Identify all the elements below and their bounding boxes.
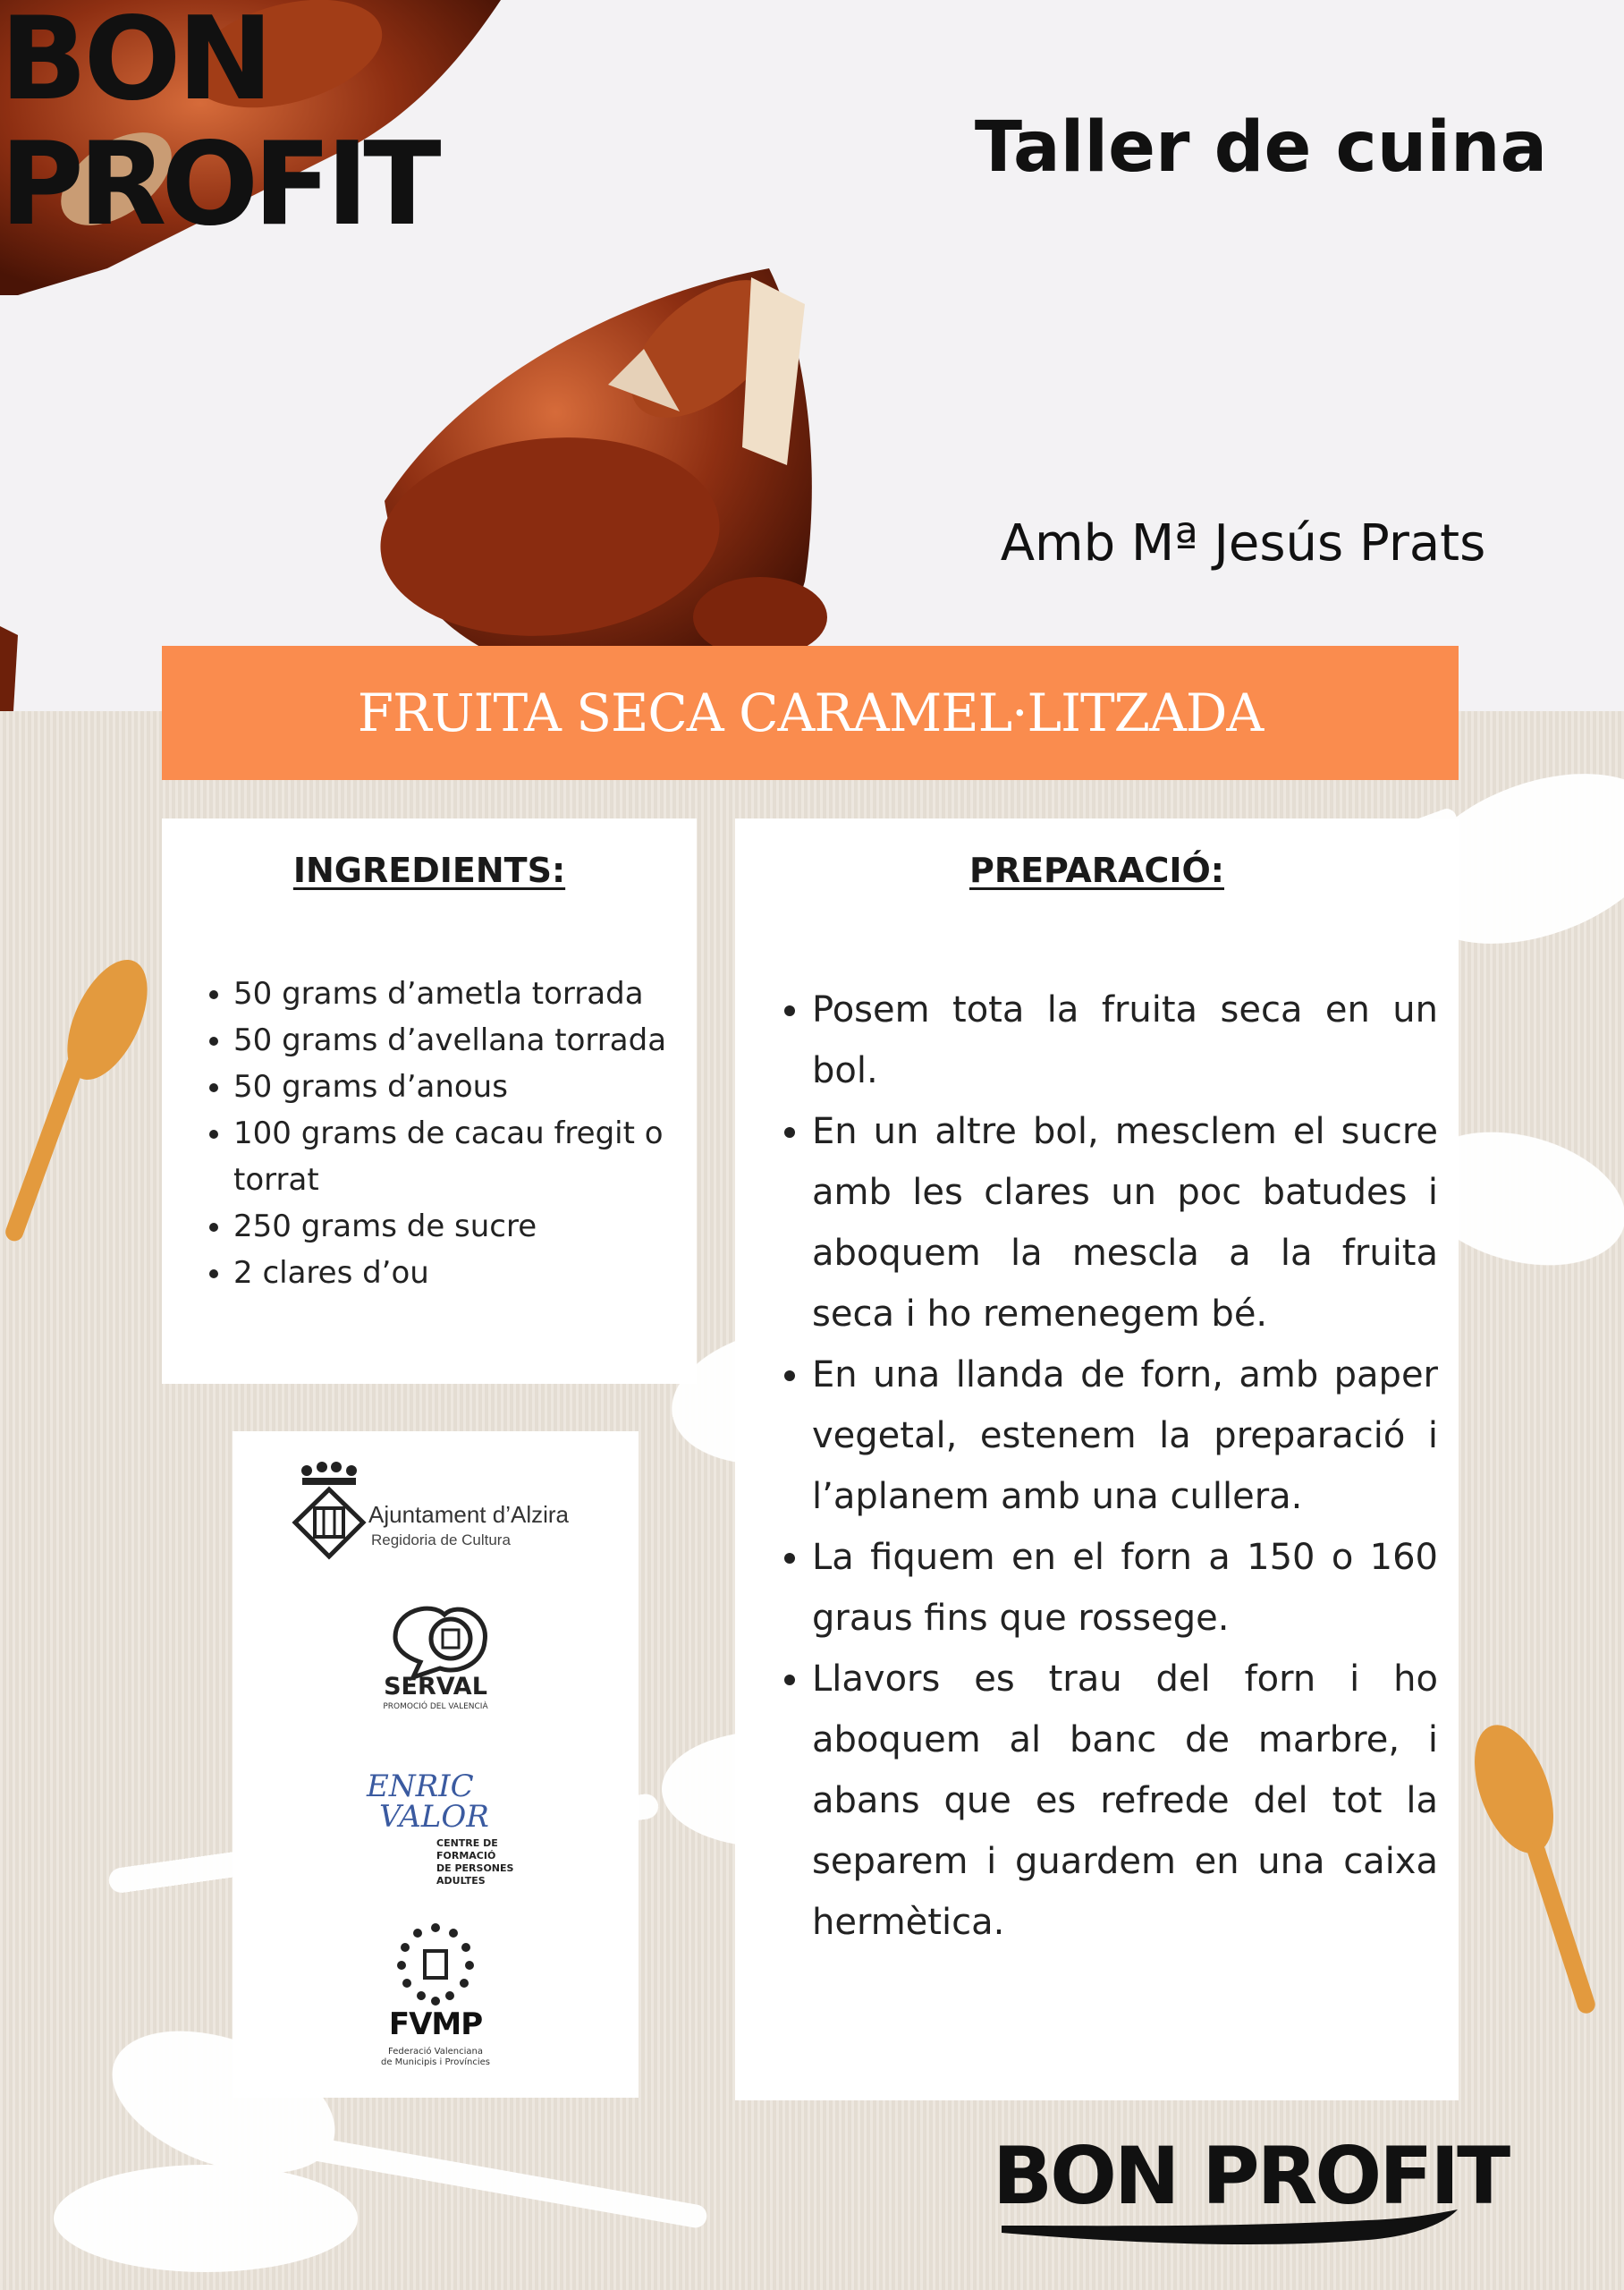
ingredient-item: • 50 grams d’anous	[233, 1064, 712, 1110]
preparation-step: • En un altre bol, mesclem el sucre amb les clares un poc batudes i aboquem la mescla a la fruita seca i ho remenegem bé.	[812, 1101, 1438, 1344]
footer-brand: BON PROFIT	[993, 2130, 1509, 2222]
enric-valor-name	[367, 1768, 489, 1835]
ingredient-item: • 2 clares d’ou	[233, 1250, 712, 1296]
preparation-heading: PREPARACIÓ:	[968, 851, 1225, 890]
fvmp-sub-2: de Municipis i Províncies	[380, 2057, 491, 2067]
ingredient-item: • 50 grams d’ametla torrada	[233, 971, 712, 1017]
footer-bon-profit-logo	[993, 2127, 1509, 2261]
alzira-sub: Regidoria de Cultura	[371, 1531, 511, 1548]
alzira-name: Ajuntament d’Alzira	[368, 1501, 569, 1528]
enric-line1: ENRIC	[367, 1768, 474, 1804]
ingredients-panel	[162, 818, 697, 1384]
ingredients-heading: INGREDIENTS:	[292, 851, 566, 890]
fvmp-sub-1: Federació Valenciana	[387, 2047, 483, 2057]
instructor-subtitle: Amb Mª Jesús Prats	[1000, 514, 1486, 572]
recipe-title: FRUITA SECA CARAMEL·LITZADA	[357, 683, 1264, 743]
preparation-step: • Llavors es trau del forn i ho aboquem al banc de marbre, i abans que es refrede del tot la separem i guardem en una caixa hermètica.	[812, 1649, 1438, 1953]
fvmp-name: FVMP	[388, 2006, 483, 2042]
preparation-steps	[769, 980, 1438, 1953]
recipe-title-banner	[162, 646, 1459, 780]
workshop-title: Taller de cuina	[974, 107, 1548, 188]
preparation-step: • En una llanda de forn, amb paper vegetal, estenem la preparació i l’aplanem amb una cullera.	[812, 1344, 1438, 1527]
enric-sub-1: CENTRE DE	[436, 1837, 498, 1849]
ingredient-item: • 50 grams d’avellana torrada	[233, 1017, 712, 1064]
bon-profit-logo	[0, 0, 436, 251]
enric-valor-sub	[436, 1837, 513, 1887]
serval-name: SERVAL	[384, 1673, 487, 1701]
enric-sub-2: FORMACIÓ	[436, 1850, 496, 1862]
brand-line2: PROFIT	[0, 118, 436, 251]
fvmp-stars-icon	[391, 1919, 480, 2008]
enric-line2: VALOR	[379, 1799, 489, 1835]
ingredients-list	[198, 971, 712, 1296]
hero-photo	[0, 0, 1624, 711]
alzira-crest-icon	[284, 1458, 374, 1565]
preparation-step: • La fiquem en el forn a 150 o 160 graus fins que rossege.	[812, 1527, 1438, 1649]
preparation-panel	[735, 818, 1459, 2100]
serval-speech-icon	[377, 1592, 494, 1682]
brand-line1: BON	[0, 0, 270, 126]
preparation-step: • Posem tota la fruita seca en un bol.	[812, 980, 1438, 1101]
enric-sub-3: DE PERSONES	[436, 1862, 514, 1874]
ingredient-item: • 250 grams de sucre	[233, 1203, 712, 1250]
ingredient-item: • 100 grams de cacau fregit o torrat	[233, 1110, 712, 1203]
serval-sub: PROMOCIÓ DEL VALENCIÀ	[383, 1702, 488, 1711]
enric-sub-4: ADULTES	[436, 1875, 486, 1887]
fvmp-sub	[233, 2047, 639, 2068]
sponsor-logos-panel	[233, 1431, 639, 2098]
